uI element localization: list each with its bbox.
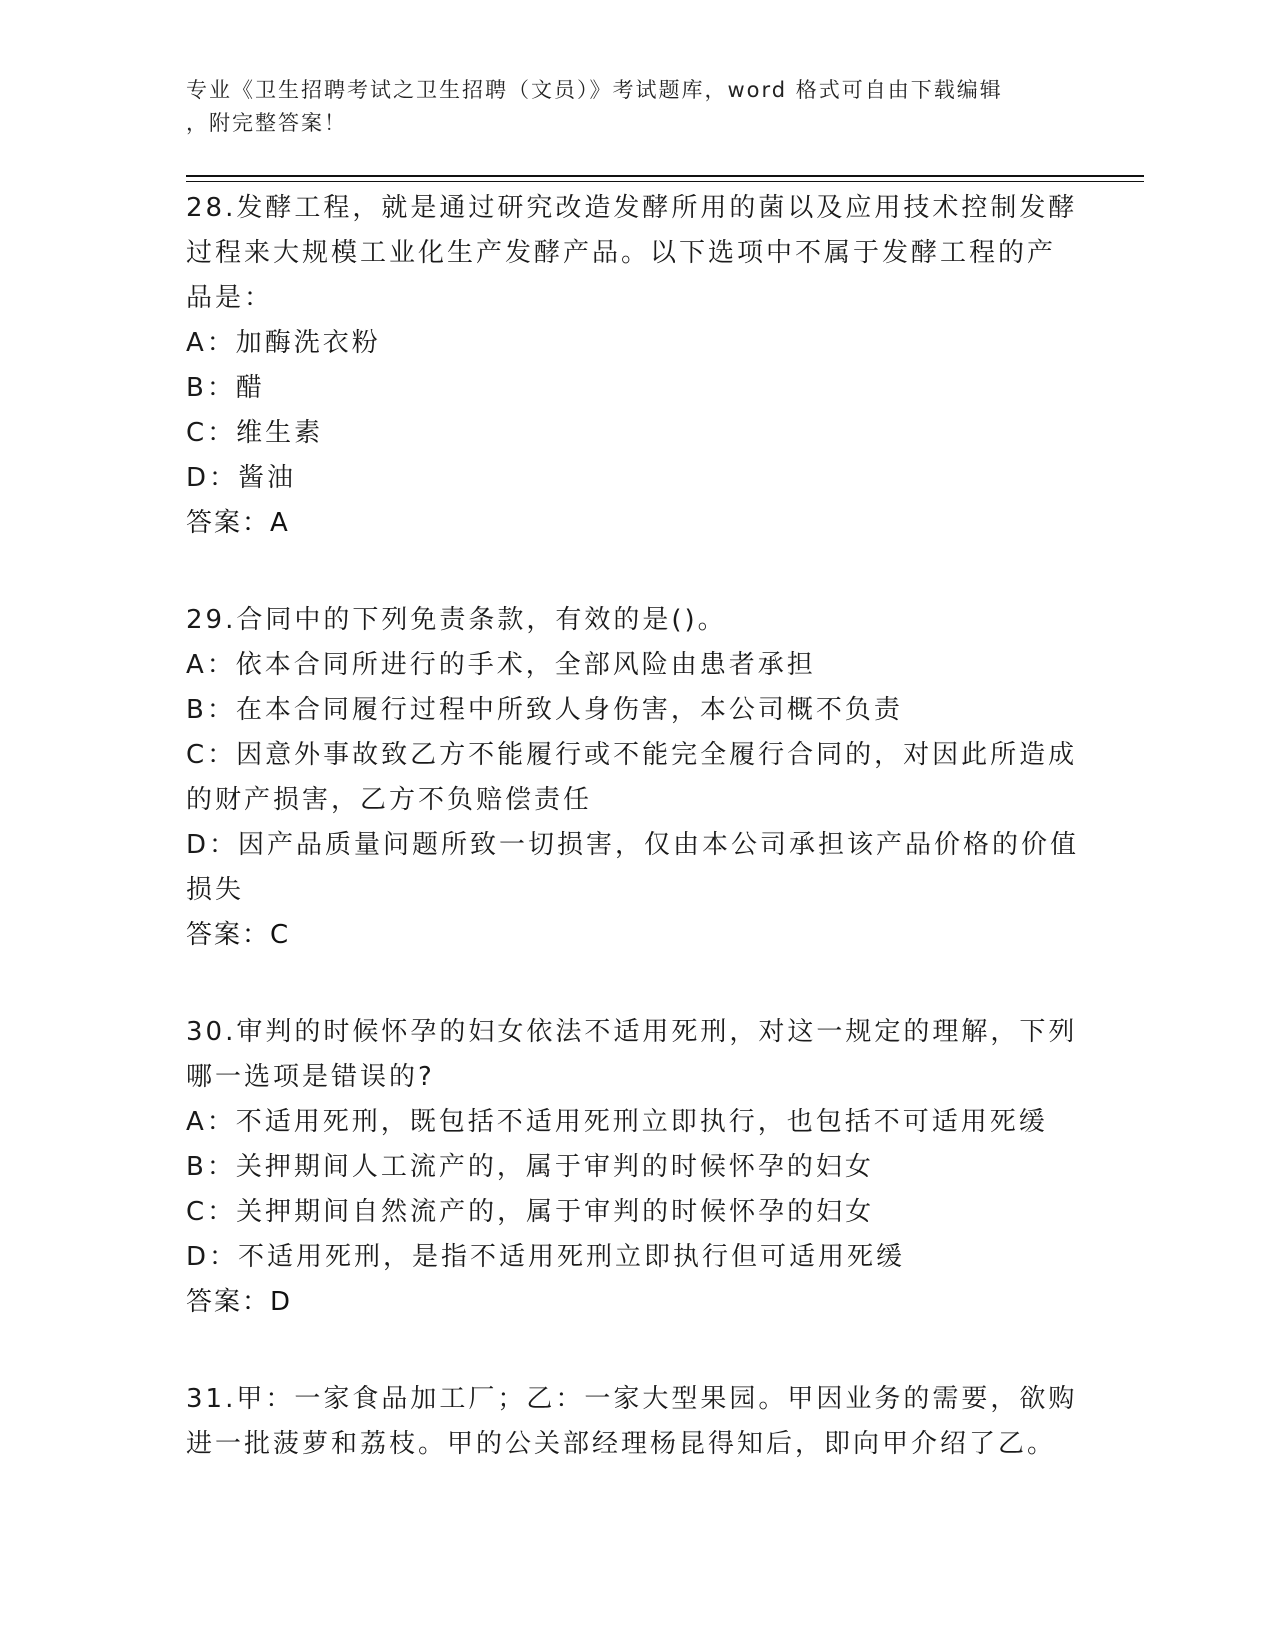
answer-value: A (270, 508, 290, 538)
answer-label: 答案： (186, 1287, 271, 1317)
question-text-line: 过程来大规模工业化生产发酵产品。以下选项中不属于发酵工程的产 (186, 238, 1057, 268)
option-c: C：因意外事故致乙方不能履行或不能完全履行合同的，对因此所造成 (186, 740, 1078, 770)
option-c: C：维生素 (186, 418, 324, 448)
question-list (186, 186, 1086, 1519)
option-c: C：关押期间自然流产的，属于审判的时候怀孕的妇女 (186, 1197, 875, 1227)
option-d-continued: 损失 (186, 875, 245, 905)
answer-label: 答案： (186, 920, 271, 950)
option-a: A：不适用死刑，既包括不适用死刑立即执行，也包括不可适用死缓 (186, 1107, 1048, 1137)
answer-line (186, 1280, 1086, 1325)
option-d: D：酱油 (186, 463, 297, 493)
question-text-line: 30.审判的时候怀孕的妇女依法不适用死刑，对这一规定的理解，下列 (186, 1017, 1078, 1047)
question-29 (186, 598, 1086, 958)
question-text-line: 哪一选项是错误的? (186, 1062, 435, 1092)
document-header (186, 74, 1066, 140)
question-text-line: 31.甲：一家食品加工厂；乙：一家大型果园。甲因业务的需要，欲购 (186, 1384, 1078, 1414)
question-31 (186, 1377, 1086, 1467)
option-d: D：不适用死刑，是指不适用死刑立即执行但可适用死缓 (186, 1242, 906, 1272)
option-b: B：在本合同履行过程中所致人身伤害，本公司概不负责 (186, 695, 903, 725)
answer-label: 答案： (186, 508, 271, 538)
question-text-line: 品是： (186, 283, 274, 313)
header-line-2: ，附完整答案！ (186, 111, 347, 135)
option-a: A：加酶洗衣粉 (186, 328, 381, 358)
question-text-line: 29.合同中的下列免责条款，有效的是()。 (186, 605, 727, 635)
answer-value: C (270, 920, 291, 950)
question-text-line: 进一批菠萝和荔枝。甲的公关部经理杨昆得知后，即向甲介绍了乙。 (186, 1429, 1057, 1459)
option-a: A：依本合同所进行的手术，全部风险由患者承担 (186, 650, 816, 680)
option-b: B：醋 (186, 373, 265, 403)
option-c-continued: 的财产损害，乙方不负赔偿责任 (186, 785, 593, 815)
answer-value: D (270, 1287, 293, 1317)
answer-line (186, 913, 1086, 958)
header-line-1: 专业《卫生招聘考试之卫生招聘（文员）》考试题库，word 格式可自由下载编辑 (186, 78, 1003, 102)
option-d: D：因产品质量问题所致一切损害，仅由本公司承担该产品价格的价值 (186, 830, 1080, 860)
answer-line (186, 501, 1086, 546)
question-text-line: 28.发酵工程，就是通过研究改造发酵所用的菌以及应用技术控制发酵 (186, 193, 1078, 223)
header-divider-thick (186, 175, 1144, 177)
question-30 (186, 1010, 1086, 1325)
option-b: B：关押期间人工流产的，属于审判的时候怀孕的妇女 (186, 1152, 874, 1182)
question-28 (186, 186, 1086, 546)
header-divider-thin (186, 181, 1144, 182)
